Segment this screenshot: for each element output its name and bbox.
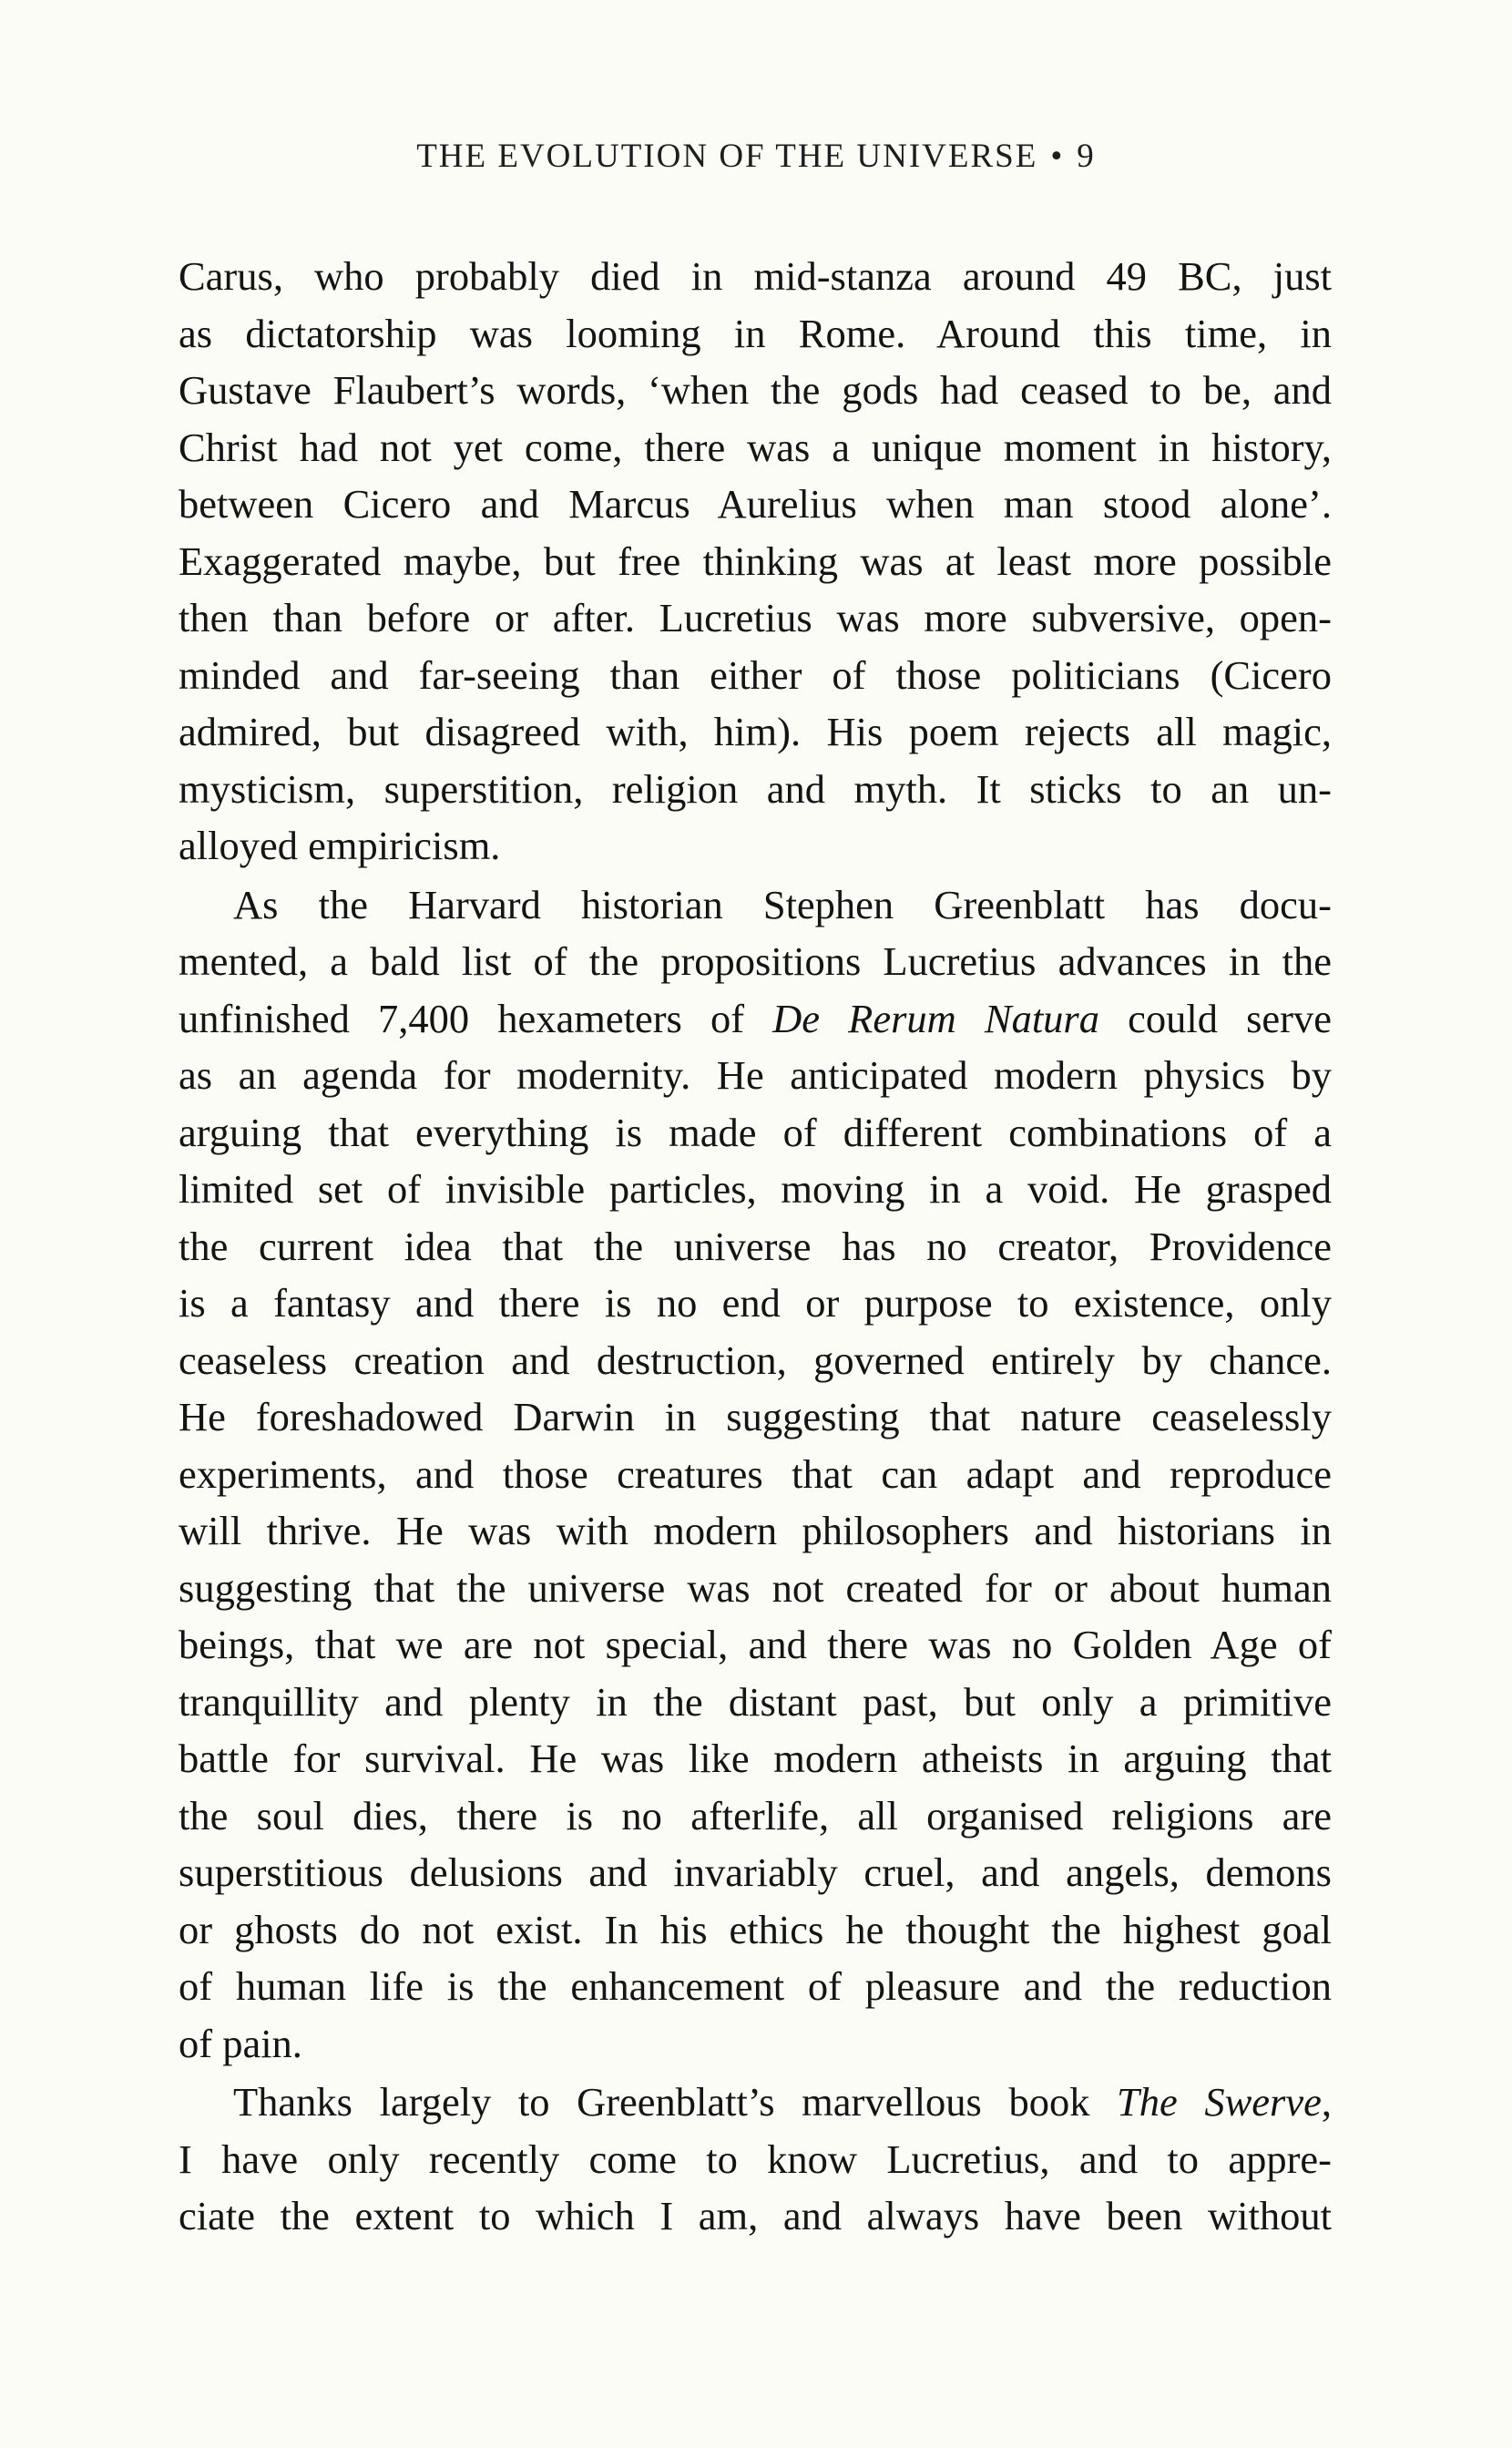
text-line: admired, but disagreed with, him). His poem rejects all magic, [179,709,1332,754]
text-line: of human life is the enhancement of pleasure and the reduction [179,1963,1332,2009]
text-line: battle for survival. He was like modern atheists in arguing that [179,1736,1332,1781]
text-line: beings, that we are not special, and there was no Golden Age of [179,1622,1332,1667]
text-line: between Cicero and Marcus Aurelius when man stood alone’. [179,481,1332,527]
text-line: mented, a bald list of the propositions Lucretius advances in the [179,938,1332,984]
text-line: suggesting that the universe was not created for or about human [179,1564,1332,1611]
text-line: minded and far-seeing than either of those politicians (Cicero [179,651,1332,698]
text-line: Carus, who probably died in mid-stanza around 49 BC, just [179,253,1332,299]
italic-title: De Rerum Natura [772,995,1100,1041]
text-line: alloyed empiricism. [179,823,501,868]
body-text [179,248,1332,2245]
page-number: 9 [1077,138,1096,175]
text-line: of pain. [179,2020,302,2066]
text-line: as an agenda for modernity. He anticipated modern physics by [179,1052,1332,1098]
text-line: the current idea that the universe has no creator, Providence [179,1223,1332,1269]
text-line: the soul dies, there is no afterlife, all organised religions are [179,1792,1332,1839]
text-line: Exaggerated maybe, but free thinking was at least more possible [179,538,1332,584]
text-line: tranquillity and plenty in the distant past, but only a primitive [179,1678,1332,1725]
paragraph [179,876,1332,2073]
italic-title: The Swerve [1117,2079,1322,2125]
text-line: He foreshadowed Darwin in suggesting that nature ceaselessly [179,1394,1332,1439]
text-line: Thanks largely to Greenblatt’s marvellous book The Swerve, [233,2079,1332,2125]
running-head [0,137,1512,176]
header-separator: • [1050,138,1065,175]
text-line: experiments, and those creatures that can adapt and reproduce [179,1450,1332,1497]
paragraph [179,248,1332,875]
text-line: I have only recently come to know Lucretius, and to appre- [179,2136,1332,2182]
paragraph [179,2074,1332,2245]
text-line: superstitious delusions and invariably cruel, and angels, demons [179,1849,1332,1895]
text-line: then than before or after. Lucretius was more subversive, open- [179,595,1332,640]
text-line: mysticism, superstition, religion and myth. It sticks to an un- [179,765,1332,812]
text-line: as dictatorship was looming in Rome. Around this time, in [179,310,1332,356]
text-line: unfinished 7,400 hexameters of De Rerum Natura could serve [179,995,1332,1041]
running-title: THE EVOLUTION OF THE UNIVERSE [416,138,1038,175]
text-line: As the Harvard historian Stephen Greenblatt has docu- [233,881,1332,927]
text-line: ciate the extent to which I am, and always have been without [179,2193,1332,2238]
text-line: Gustave Flaubert’s words, ‘when the gods had ceased to be, and [179,367,1332,413]
text-line: is a fantasy and there is no end or purpose to existence, only [179,1280,1332,1326]
text-line: or ghosts do not exist. In his ethics he thought the highest goal [179,1906,1332,1952]
text-line: Christ had not yet come, there was a unique moment in history, [179,424,1332,470]
text-line: arguing that everything is made of different combinations of a [179,1109,1332,1155]
text-line: limited set of invisible particles, moving in a void. He grasped [179,1166,1332,1212]
text-line: will thrive. He was with modern philosophers and historians in [179,1508,1332,1553]
text-line: ceaseless creation and destruction, governed entirely by chance. [179,1337,1332,1383]
